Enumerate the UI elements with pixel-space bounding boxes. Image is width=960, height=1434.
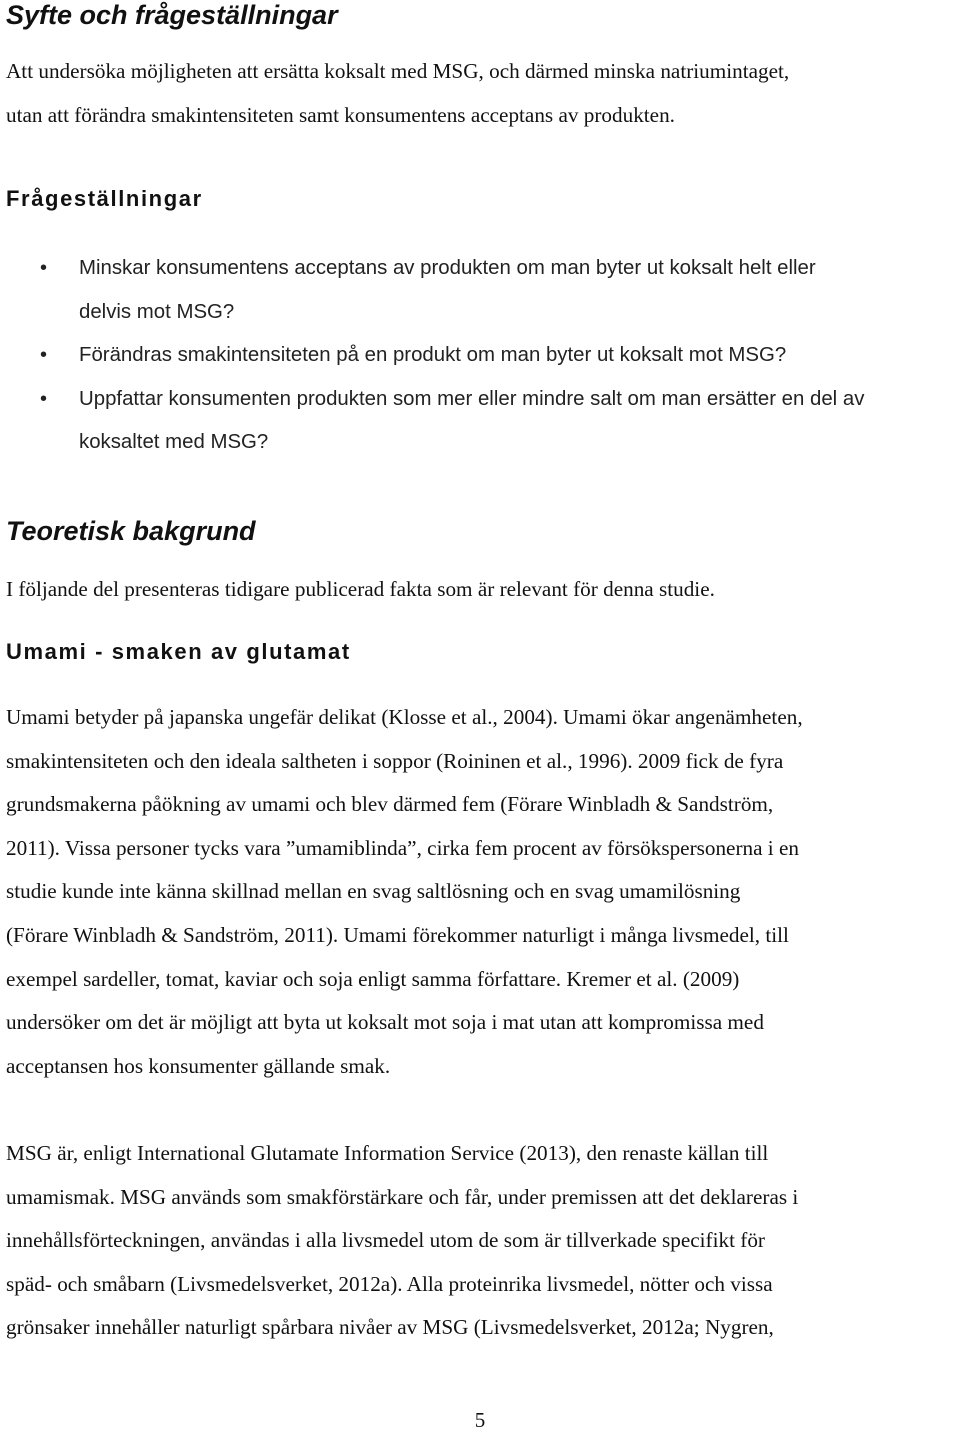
umami-p2-line-4: späd- och småbarn (Livsmedelsverket, 2012a). Alla proteinrika livsmedel, nötter och vissa bbox=[6, 1271, 773, 1296]
umami-p1-line-3: grundsmakerna påökning av umami och blev därmed fem (Förare Winbladh & Sandström, bbox=[6, 792, 774, 817]
umami-p2-line-2: umamismak. MSG används som smakförstärkare och får, under premissen att det deklareras i bbox=[6, 1184, 799, 1209]
umami-p1-line-4: 2011). Vissa personer tycks vara ”umamiblinda”, cirka fem procent av försökspersonerna i en bbox=[6, 835, 799, 860]
question-1-line-2: delvis mot MSG? bbox=[79, 300, 235, 323]
bullet-icon: • bbox=[40, 257, 48, 279]
heading-fragestallningar: Frågeställningar bbox=[6, 186, 203, 211]
heading-teoretisk-bakgrund: Teoretisk bakgrund bbox=[6, 516, 256, 546]
umami-p2-line-5: grönsaker innehåller naturligt spårbara nivåer av MSG (Livsmedelsverket, 2012a; Nygren, bbox=[6, 1315, 774, 1340]
umami-p2-line-1: MSG är, enligt International Glutamate Information Service (2013), den renaste källan till bbox=[6, 1141, 769, 1165]
list-item bbox=[0, 247, 960, 334]
heading-syfte: Syfte och frågeställningar bbox=[6, 0, 338, 30]
umami-p1-line-6: (Förare Winbladh & Sandström, 2011). Umami förekommer naturligt i många livsmedel, till bbox=[6, 922, 789, 947]
umami-p1-line-2: smakintensiteten och den ideala saltheten i soppor (Roininen et al., 1996). 2009 fick de fyra bbox=[6, 748, 784, 773]
purpose-paragraph bbox=[6, 50, 954, 137]
purpose-line-2: utan att förändra smakintensiteten samt konsumentens acceptans av produkten. bbox=[6, 102, 675, 127]
umami-paragraph-2 bbox=[6, 1132, 954, 1350]
question-3-line-2: koksaltet med MSG? bbox=[79, 431, 269, 454]
umami-p1-line-5: studie kunde inte känna skillnad mellan en svag saltlösning och en svag umamilösning bbox=[6, 879, 741, 904]
umami-p2-line-3: innehållsförteckningen, användas i alla livsmedel utom de som är tillverkade specifikt för bbox=[6, 1228, 765, 1253]
background-intro bbox=[6, 568, 954, 612]
questions-list bbox=[0, 247, 960, 465]
umami-p1-line-9: acceptansen hos konsumenter gällande smak. bbox=[6, 1053, 391, 1078]
question-2-line-1: Förändras smakintensiteten på en produkt om man byter ut koksalt mot MSG? bbox=[79, 344, 787, 367]
page-number: 5 bbox=[474, 1408, 486, 1432]
bullet-icon: • bbox=[40, 387, 48, 410]
purpose-line-1: Att undersöka möjligheten att ersätta koksalt med MSG, och därmed minska natriumintaget, bbox=[6, 59, 790, 83]
heading-umami: Umami - smaken av glutamat bbox=[6, 639, 351, 664]
umami-p1-line-8: undersöker om det är möjligt att byta ut koksalt mot soja i mat utan att kompromissa med bbox=[6, 1010, 764, 1035]
umami-p1-line-1: Umami betyder på japanska ungefär delikat (Klosse et al., 2004). Umami ökar angenämheten, bbox=[6, 705, 803, 729]
list-item bbox=[0, 378, 960, 465]
umami-paragraph-1 bbox=[6, 696, 954, 1088]
umami-p1-line-7: exempel sardeller, tomat, kaviar och soja enligt samma författare. Kremer et al. (2009) bbox=[6, 966, 740, 991]
background-intro-line: I följande del presenteras tidigare publicerad fakta som är relevant för denna studie. bbox=[6, 577, 715, 601]
question-3-line-1: Uppfattar konsumenten produkten som mer eller mindre salt om man ersätter en del av bbox=[79, 387, 865, 410]
list-item bbox=[0, 334, 960, 378]
question-1-line-1: Minskar konsumentens acceptans av produkten om man byter ut koksalt helt eller bbox=[79, 257, 816, 279]
bullet-icon: • bbox=[40, 344, 48, 367]
